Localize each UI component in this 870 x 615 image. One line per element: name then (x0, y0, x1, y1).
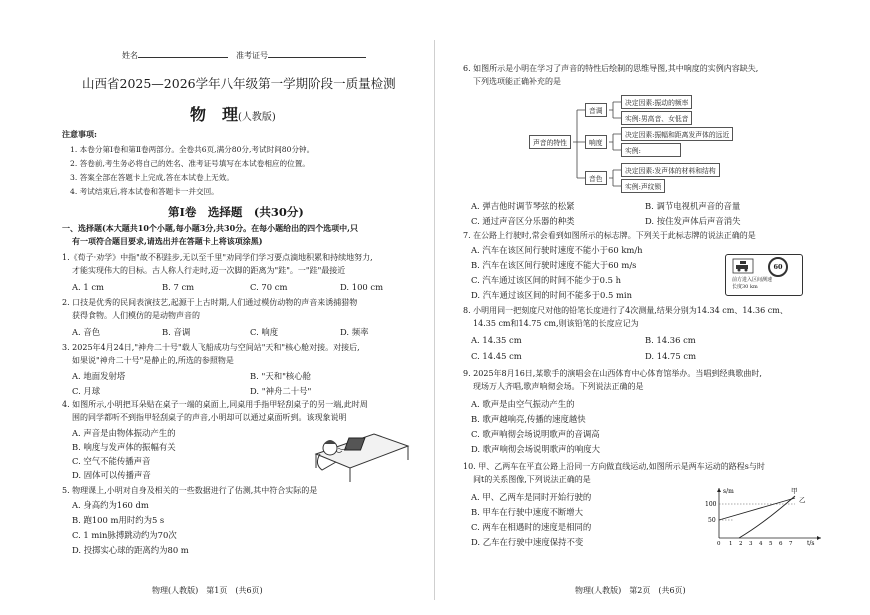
question-1 (62, 251, 373, 277)
q4-option-a[interactable]: A. 声音是由物体振动产生的 (72, 428, 176, 438)
q9-option-b[interactable]: B. 歌声越响亮,传播的速度越快 (471, 414, 586, 424)
q9-option-a[interactable]: A. 歌声是由空气振动产生的 (471, 399, 575, 409)
question-text: 6. 如图所示是小明在学习了声音的特性后绘制的思维导图,其中响度的实例内容缺失, (463, 64, 759, 73)
x-tick: 4 (759, 541, 763, 546)
question-3 (62, 341, 360, 367)
question-text: 下列选项能正确补充的是 (473, 77, 561, 86)
mindmap-leaf: 实例:男高音、女低音 (621, 111, 692, 125)
x-tick: 6 (779, 541, 783, 546)
question-text: 围的同学都听不到指甲轻刮桌子的声音,小明却可以通过桌面听到。该现象说明 (72, 413, 347, 422)
notice-item: 1. 本卷分第Ⅰ卷和第Ⅱ卷两部分。全卷共6页,满分80分,考试时间80分钟。 (70, 145, 315, 154)
q7-option-d[interactable]: D. 汽车通过该区间的时间不能多于0.5 min (471, 290, 632, 300)
y-tick-50: 50 (708, 517, 716, 524)
q2-option-b[interactable]: B. 音调 (162, 327, 191, 337)
question-4 (62, 398, 368, 424)
series-yi-label: 乙 (799, 496, 806, 504)
exam-no-label: 准考证号 (236, 51, 268, 60)
exam-title: 山西省2025—2026学年八年级第一学期阶段一质量检测 (82, 76, 396, 91)
q3-option-b[interactable]: B. "天和"核心舱 (250, 371, 312, 381)
exam-no-field (236, 48, 366, 62)
q1-option-b[interactable]: B. 7 cm (162, 282, 195, 292)
x-tick: 1 (729, 541, 733, 546)
x-tick: 2 (739, 541, 743, 546)
mindmap-leaf-missing-example: 实例: (621, 143, 681, 157)
q7-option-a[interactable]: A. 汽车在该区间行驶时速度不能小于60 km/h (471, 245, 643, 255)
q1-option-c[interactable]: C. 70 cm (250, 282, 288, 292)
question-text: 才能实现伟大的目标。古人称人行走时,迈一次脚的距离为"跬"。一"跬"最接近 (72, 266, 346, 275)
x-tick: 5 (769, 541, 773, 546)
q10-option-a[interactable]: A. 甲、乙两车是同时开始行驶的 (471, 492, 592, 502)
subject-title (190, 102, 276, 125)
question-text: 现场万人齐唱,歌声响彻会场。下列说法正确的是 (473, 382, 644, 391)
name-label: 姓名 (122, 51, 138, 60)
q4-option-c[interactable]: C. 空气不能传播声音 (72, 456, 151, 466)
series-yi-line (739, 496, 795, 538)
x-tick: 3 (749, 541, 753, 546)
mindmap-leaf: 决定因素:发声体的材料和结构 (621, 163, 720, 177)
q2-option-d[interactable]: D. 频率 (340, 327, 369, 337)
y-axis-label: s/m (723, 488, 734, 495)
q5-option-b[interactable]: B. 跑100 m用时约为5 s (72, 515, 165, 525)
q8-option-b[interactable]: B. 14.36 cm (645, 335, 696, 345)
mindmap-root: 声音的特性 (529, 135, 571, 149)
question-text: 5. 物理课上,小明对自身及相关的一些数据进行了估测,其中符合实际的是 (62, 486, 318, 495)
page-2 (435, 0, 870, 615)
q3-option-a[interactable]: A. 地面发射塔 (72, 371, 126, 381)
q1-option-d[interactable]: D. 100 cm (340, 282, 384, 292)
q8-option-a[interactable]: A. 14.35 cm (471, 335, 522, 345)
mindmap-branch-loudness: 响度 (585, 135, 607, 149)
question-text: 14.35 cm和14.75 cm,则该铅笔的长度应记为 (473, 319, 639, 328)
series-jia-line (719, 498, 795, 520)
question-10 (463, 460, 765, 486)
name-blank (138, 48, 228, 58)
subject-name: 物 理 (190, 105, 239, 124)
footer-page-1: 物理(人教版) 第1页 (共6页) (152, 586, 263, 595)
q8-option-d[interactable]: D. 14.75 cm (645, 351, 697, 361)
q7-option-c[interactable]: C. 汽车通过该区间的时间不能少于0.5 h (471, 275, 622, 285)
question-text: 10. 甲、乙两车在平直公路上沿同一方向做直线运动,如图所示是两车运动的路程s与时 (463, 462, 765, 471)
notice-list (70, 143, 314, 199)
exam-no-blank (268, 48, 366, 58)
q7-option-b[interactable]: B. 汽车在该区间行驶时速度不能大于60 m/s (471, 260, 637, 270)
question-7: 7. 在公路上行驶时,常会看到如图所示的标志牌。下列关于此标志牌的说法正确的是 (463, 231, 756, 240)
q5-option-c[interactable]: C. 1 min脉搏跳动约为70次 (72, 530, 177, 540)
question-text: 获得食物。人们模仿的是动物声音的 (72, 311, 200, 320)
question-5 (62, 484, 317, 497)
x-tick: 7 (789, 541, 793, 546)
x-tick: 0 (717, 541, 721, 546)
mindmap-branch-timbre: 音色 (585, 171, 607, 185)
q2-option-a[interactable]: A. 音色 (72, 327, 101, 337)
question-text: 如果说"神舟二十号"是静止的,所选的参照物是 (72, 356, 234, 365)
section1-title: 第Ⅰ卷 选择题 (共30分) (168, 205, 304, 219)
q5-option-a[interactable]: A. 身高约为160 dm (72, 500, 149, 510)
q4-option-d[interactable]: D. 固体可以传播声音 (72, 470, 151, 480)
sign-text-line: 前方进入区间测速 (732, 277, 773, 283)
question-text: 1.《荀子·劝学》中指"故不积跬步,无以至千里"劝同学们学习要点滴地积累和持续地努力, (62, 253, 373, 262)
edition-label: (人教版) (238, 112, 276, 123)
mindmap-branch-pitch: 音调 (585, 103, 607, 117)
q9-option-c[interactable]: C. 歌声响彻会场说明歌声的音调高 (471, 429, 600, 439)
q1-option-a[interactable]: A. 1 cm (72, 282, 104, 292)
q10-option-d[interactable]: D. 乙车在行驶中速度保持不变 (471, 537, 584, 547)
footer-page-2: 物理(人教版) 第2页 (共6页) (575, 586, 686, 595)
instruction-line: 有一项符合题目要求,请选出并在答题卡上将该项涂黑) (72, 236, 263, 246)
series-jia-label: 甲 (791, 487, 798, 495)
mindmap-leaf: 实例:声纹锁 (621, 179, 665, 193)
speed-limit-circle: 60 (768, 257, 788, 277)
question-8 (463, 304, 788, 330)
q3-option-d[interactable]: D. "神舟二十号" (250, 386, 312, 396)
st-graph (703, 484, 827, 546)
q6-option-d[interactable]: D. 按住发声体后声音消失 (645, 216, 741, 226)
question-text: 9. 2025年8月16日,某歌手的演唱会在山西体育中心体育馆举办。当唱到经典歌曲时, (463, 369, 762, 378)
question-2 (62, 296, 357, 322)
question-text: 3. 2025年4月24日,"神舟二十号"载人飞船成功与空间站"天和"核心舱对接。对接后, (62, 343, 360, 352)
instruction-line: 一、选择题(本大题共10个小题,每小题3分,共30分。在每小题给出的四个选项中,只 (62, 223, 358, 233)
camera-car-icon (732, 258, 754, 274)
q6-option-b[interactable]: B. 调节电视机声音的音量 (645, 201, 741, 211)
y-tick-100: 100 (705, 501, 717, 508)
notice-item: 4. 考试结束后,将本试卷和答题卡一并交回。 (70, 187, 219, 196)
section1-instructions (62, 222, 358, 248)
mindmap-leaf: 决定因素:振幅和距离发声体的远近 (621, 127, 733, 141)
sign-text-line: 长度30 km (732, 284, 758, 290)
question-text: 4. 如图所示,小明把耳朵贴在桌子一端的桌面上,同桌用手指甲轻刮桌子的另一端,此时周 (62, 400, 368, 409)
q8-option-c[interactable]: C. 14.45 cm (471, 351, 522, 361)
q4-option-b[interactable]: B. 响度与发声体的振幅有关 (72, 442, 176, 452)
name-field (122, 48, 228, 62)
q6-option-c[interactable]: C. 通过声音区分乐器的种类 (471, 216, 575, 226)
q10-option-b[interactable]: B. 甲车在行驶中速度不断增大 (471, 507, 583, 517)
question-text: 2. 口技是优秀的民间表演技艺,起源于上古时期,人们通过模仿动物的声音来诱捕猎物 (62, 298, 358, 307)
q10-option-c[interactable]: C. 两车在相遇时的速度是相同的 (471, 522, 592, 532)
question-text: 8. 小明用同一把刻度尺对他的铅笔长度进行了4次测量,结果分别为14.34 cm、14.36 cm、 (463, 306, 788, 315)
q5-option-d[interactable]: D. 投掷实心球的距离约为80 m (72, 545, 189, 555)
sign-text (732, 277, 772, 291)
notice-item: 3. 答案全部在答题卡上完成,答在本试卷上无效。 (70, 173, 234, 182)
mindmap-leaf: 决定因素:振动的频率 (621, 95, 692, 109)
speed-check-sign (725, 254, 803, 296)
q9-option-d[interactable]: D. 歌声响彻会场说明歌声的响度大 (471, 444, 600, 454)
question-9 (463, 367, 762, 393)
q6-option-a[interactable]: A. 弹吉他时调节琴弦的松紧 (471, 201, 575, 211)
notice-heading: 注意事项: (62, 129, 97, 139)
notice-item: 2. 答卷前,考生务必将自己的姓名、准考证号填写在本试卷相应的位置。 (70, 159, 310, 168)
table-listening-illustration (312, 424, 412, 484)
q3-option-c[interactable]: C. 月球 (72, 386, 101, 396)
q2-option-c[interactable]: C. 响度 (250, 327, 279, 337)
question-text: 间t的关系图像,下列说法正确的是 (473, 475, 591, 484)
x-axis-label: t/s (807, 540, 815, 546)
